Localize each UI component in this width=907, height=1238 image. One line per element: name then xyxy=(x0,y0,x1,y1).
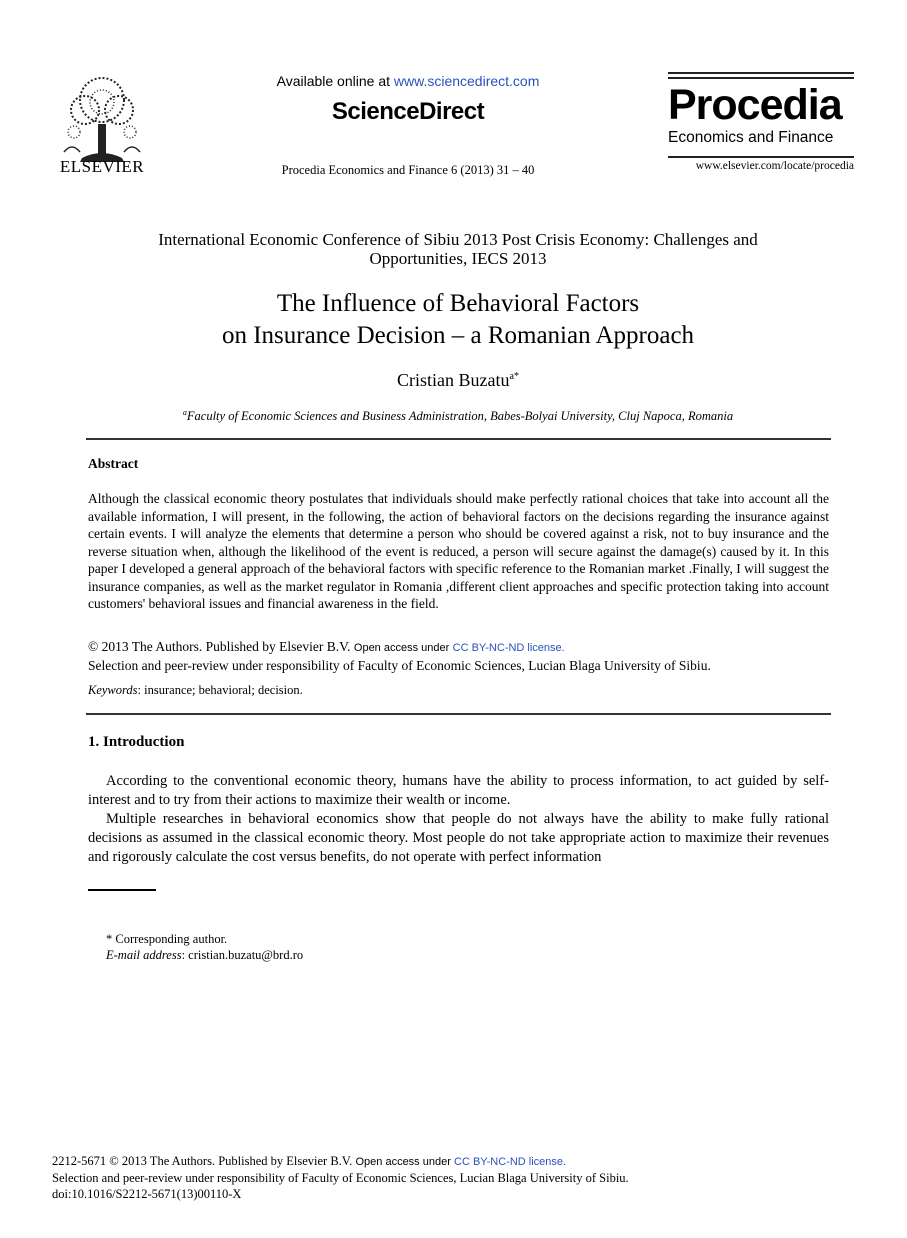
paper-title xyxy=(110,288,806,352)
elsevier-wordmark: ELSEVIER xyxy=(59,157,145,176)
procedia-masthead xyxy=(668,72,854,172)
author-line xyxy=(110,370,806,391)
masthead-rule xyxy=(668,156,854,158)
email-line xyxy=(106,947,303,963)
issn-text: 2212-5671 © 2013 The Authors. Published by Elsevier B.V. xyxy=(52,1154,353,1168)
sciencedirect-link[interactable]: www.sciencedirect.com xyxy=(393,73,540,89)
author-name: Cristian Buzatu xyxy=(397,370,510,390)
doi[interactable]: doi:10.1016/S2212-5671(13)00110-X xyxy=(52,1187,242,1201)
abstract-heading: Abstract xyxy=(88,456,139,471)
masthead-rule xyxy=(668,77,854,79)
footer-open-access: Open access under xyxy=(355,1156,451,1168)
affiliation xyxy=(110,408,806,424)
available-prefix: Available online at xyxy=(276,73,390,89)
license-link[interactable]: CC BY-NC-ND license. xyxy=(452,642,565,654)
procedia-url[interactable]: www.elsevier.com/locate/procedia xyxy=(695,160,854,172)
sciencedirect-brand: ScienceDirect xyxy=(331,98,485,125)
footnote xyxy=(106,931,303,963)
top-divider xyxy=(86,438,831,440)
masthead-rule xyxy=(668,72,854,74)
copyright-text: © 2013 The Authors. Published by Elsevier B.V. xyxy=(88,639,351,654)
footer-peer-review: Selection and peer-review under responsibility of Faculty of Economic Sciences, Lucian Blaga University of Sibiu. xyxy=(52,1171,629,1185)
abstract-divider xyxy=(86,713,831,715)
intro-paragraph-2: Multiple researches in behavioral economics show that people do not always have the ability to make fully rational decisions as assumed in the classical economic theory. Most people do not take appropriate action to maximize their revenues and rigorously calculate the cost versus benefits, do not operate with perfect information xyxy=(88,811,829,865)
author-superscript: a* xyxy=(509,371,519,382)
email-label: E-mail address xyxy=(106,948,182,962)
email-address: : cristian.buzatu@brd.ro xyxy=(181,948,304,962)
keywords-label: Keywords xyxy=(88,683,138,697)
corresponding-author-note: * Corresponding author. xyxy=(106,932,228,946)
affiliation-superscript: a xyxy=(182,408,187,417)
conference-name: International Economic Conference of Sibiu 2013 Post Crisis Economy: Challenges and Opportunities, IECS 2013 xyxy=(158,230,758,268)
issn-line xyxy=(52,1153,852,1170)
footer-license-link[interactable]: CC BY-NC-ND license. xyxy=(454,1156,567,1168)
title-line-1: The Influence of Behavioral Factors xyxy=(276,290,640,317)
keywords-line xyxy=(88,683,829,698)
journal-reference: Procedia Economics and Finance 6 (2013) 31 – 40 xyxy=(281,163,535,177)
open-access-text: Open access under xyxy=(353,642,450,654)
procedia-subtitle: Economics and Finance xyxy=(668,129,834,146)
page-footer xyxy=(52,1153,852,1202)
copyright-line xyxy=(88,638,829,657)
procedia-wordmark: Procedia xyxy=(668,81,842,129)
introduction-body xyxy=(88,772,829,867)
keywords-text: : insurance; behavioral; decision. xyxy=(137,683,303,697)
copyright-block xyxy=(88,638,829,674)
section-heading-introduction: 1. Introduction xyxy=(88,734,185,750)
intro-paragraph-1: According to the conventional economic theory, humans have the ability to process information, to act guided by self-interest and to try from their actions to maximize their wealth or income. xyxy=(88,773,829,808)
abstract-body: Although the classical economic theory postulates that individuals should make perfectly rational choices that take into account all the available information, I will present, in the following, the action of behavioral factors on the decisions regarding the insurance against certain events. I will analyze the elements that determine a person who should be covered against a risk, not to buy insurance and the reverse situation when, although the likelihood of the event is reduced, a person will secure against the damage(s) caused by it. In this paper I developed a general approach of the behavioral factors with specific reference to the Romanian market .Finally, I will suggest the insurance companies, as well as the market regulator in Romania ,different client approaches and specific protection taking into account customers' behavioral issues and financial awareness in the field. xyxy=(88,491,829,611)
title-line-2: on Insurance Decision – a Romanian Approach xyxy=(221,322,695,349)
available-online-line xyxy=(230,73,586,89)
affiliation-text: Faculty of Economic Sciences and Business Administration, Babes-Bolyai University, Cluj Napoca, Romania xyxy=(186,409,734,424)
footnote-rule xyxy=(88,889,156,891)
peer-review-line: Selection and peer-review under responsibility of Faculty of Economic Sciences, Lucian Blaga University of Sibiu. xyxy=(88,658,711,673)
